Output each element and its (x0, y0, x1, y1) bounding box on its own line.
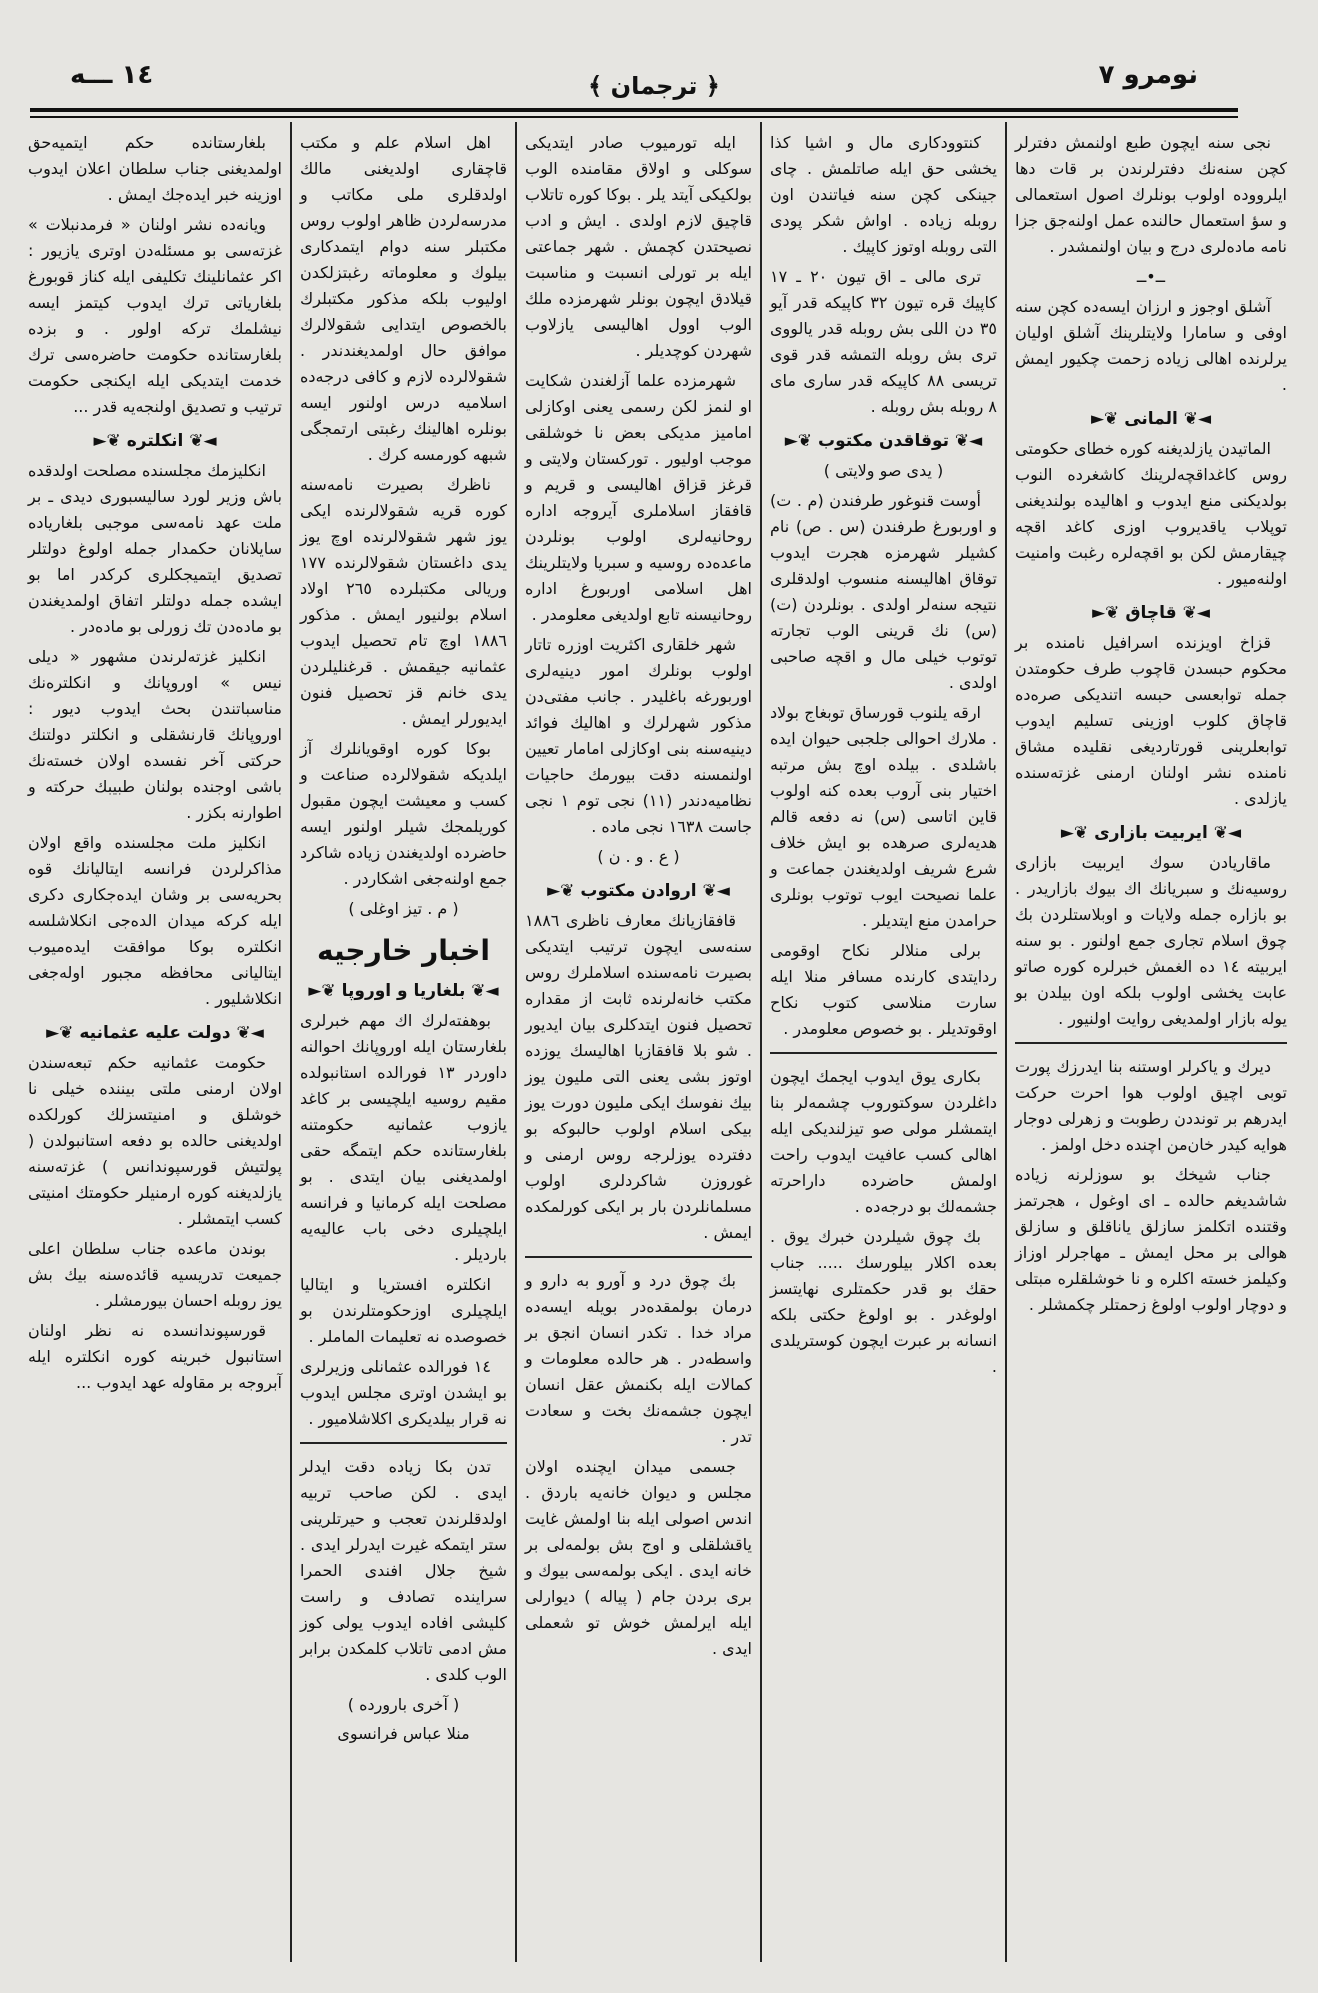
signature: منلا عباس فرانسوی (337, 1724, 470, 1743)
article-paragraph: قورسپوندانسده نه نظر اولنان استانبول خبرینه كوره انكلتره ایله آبروجه بر مقاوله عهد ایدوب ... (28, 1321, 282, 1392)
article-paragraph: آشلق اوجوز و ارزان ایسه‌ده كچن سنه اوفی و سامارا ولایتلرینك آشلق اولیان یرلرنده اهالی زیاده زحمت چكیور ایمش . (1015, 297, 1287, 394)
article-paragraph: ناظرك بصیرت نامه‌سنه كوره قریه شقولالرنده ایكی یوز شهر شقولالرنده اوچ یوز یدی داغستان شقولالرنده ١٧٧ وریالی مكتبلرده ٢٦٥ اولاد اسلام بولنیور ایمش . مذكور ١٨٨٦ اوچ تام تحصیل ایدوب عثمانیه جیقمش . قرغنلیلردن یدی خانم قز تحصیل فنون ایدیورلر ایمش . (300, 475, 507, 728)
section-heading: ◄❦ المانی ❦► (1015, 406, 1287, 432)
section-heading: ◄❦ دولت علیه عثمانیه ❦► (28, 1020, 282, 1046)
article-paragraph: جناب شیخك بو سوزلرنه زیاده شاشدیغم حالده ـ ای اوغول ، هجرتمز وقتنده اتكلمز سازلق یاناقلق و سازلق هوالی بر محل ایمش ـ مهاجرلر اوزاز وكیلمز خسته اكلره و نا خوشلقلره مبتلی و دوچار اولوب اولوغ زحمتلر چكمشلر . (1015, 1165, 1287, 1314)
article-paragraph: حكومت عثمانیه حكم تبعه‌سندن اولان ارمنی ملتی بیننده خیلی نا خوشلق و امنیتسزلك كورلكده اولدیغنی حالده بو دفعه استانبولدن ( پولتیش قورسپوندانس ) غزته‌سنه یازلدیغنه كوره ارمنیلر حكومتك امنیتی كسب ایتمشلر . (28, 1053, 282, 1228)
article-paragraph: انكلیز ملت مجلسنده واقع اولان مذاكرلردن فرانسه ایتالیانك قوه بحریه‌سی بر وشان ایده‌جكاری دكری ایله كركه میدان الده‌جی انكلاشلسه انكلتره بوكا موافقت ایده‌میوب ایتالیانی محافظه مجبور اوله‌جغی انكلاشلیور . (28, 833, 282, 1008)
article-paragraph: ارقه یلنوب قورساق توبغاج بولاد . ملارك احوالی جلجبی حیوان ایده باشلدی . بیلده اوچ بش مرتبه اختیار بنی آروب بعده كنه اولوب قاین اتاسی (س) نه دفعه قالم هدیه‌لری صرهده بو ایش خلاف شرع شریف اولدیغندن جماعت و علما نصیحت ایوب توتوب بونلری حرامدن منع ایتدیلر . (770, 703, 997, 930)
article-paragraph: برلی منلالر نكاح اوقومی ردایتدی كارنده مسافر منلا ایله سارت منلاسی كتوب نكاح اوقوتدیلر . بو خصوص معلومدر . (770, 941, 997, 1038)
signature: ( آخری بارورده ) (347, 1695, 460, 1714)
issue-number: نومرو ٧ (1098, 60, 1198, 90)
article-paragraph: اهل اسلام علم و مكتب قاچقاری اولدیغنی مالك اولدقلری ملی مكاتب و مدرسه‌لردن ظاهر اولوب روس مكتبلر سنه دوام ایتمدكاری بیلوك و معلوماته رغبتزلكدن اولیوب بلكه مذكور مكتبلرك بالخصوص ایتدایی شقولالرك موافق حال اولمدیغندندر . شقولالرده لازم و كافی درجه‌ده اسلامیه درس اولنور ایسه بونلره اهالینك رغبتی ارتمجگی شبهه كورمسه كرك . (300, 133, 507, 464)
column-1 (1005, 122, 1295, 1962)
article-paragraph: انكلیز غزته‌لرندن مشهور « دیلی نیس » اوروپانك و انكلتره‌نك مناسباتندن بحث ایدوب دیور : اوروپانك قارنشقلی و انكلتر دولتنك حركتی آخر نفسده اولان خسته‌نك باشی اوجنده بولنان طبیبك حركته و اطوارنه بكزر . (28, 647, 282, 822)
article-paragraph: انكلتره افستریا و ایتالیا ایلچیلری اوزحكومتلرندن بو خصوصده نه تعلیمات الماملر . (300, 1275, 507, 1346)
section-heading: ◄❦ توقاقدن مكتوب ❦► (770, 428, 997, 454)
article-paragraph: دیرك و یاكرلر اوستنه بنا ایدرزك پورت توبی اچیق اولوب هوا احرت حركت ایدرهم بر تونددن رطوبت و زهرلی دوجار هوایه كیدر خان‌من اچنده دخل اولمز . (1015, 1057, 1287, 1154)
article-paragraph: بك چوق شیلردن خبرك یوق . بعده اكلار بیلورسك ..... جناب حقك بو قدر حكمتلری نهایتسز اولوغدر . بو اولوغ حكتی بلكه انسانه بر عبرت ایچون كوستریلدی . (770, 1227, 997, 1376)
columns (20, 122, 1295, 1962)
article-paragraph: بكاری یوق ایدوب ایجمك ایچون داغلردن سوكتوروب چشمه‌لر بنا ایتمشلر مولی صو تیزلندیكی ایله اهالی كسب عافیت ایدوب راحت اولمش حاضرده داراحرته جشمه‌لك بو درجه‌ده . (770, 1067, 997, 1216)
column-5 (20, 122, 290, 1962)
article-paragraph: أوست قنوغور طرفندن (م . ت) و اوربورغ طرفندن (س . ص) نام كشیلر شهرمزه هجرت ایدوب توقاق اهالیسنه منسوب اولدقلری نتیجه سنه‌لر اولدی . بونلردن (ت) (س) نك قرینی الوب تجارته توتوب خیلی مال و اقچه صاحبی اولدی . (770, 491, 997, 692)
page-section-title: اخبار خارجیه (317, 934, 490, 967)
article-paragraph: بوكا كوره اوقویانلرك آز ایلدیكه شقولالرده صناعت و كسب و معیشت ایچون مقبول كوریلمجك شیلر اولنور ایسه حاضرده اولدیغندن زیاده شاكرد جمع اولنه‌جغی اشكاردر . (300, 739, 507, 888)
article-paragraph: جسمی میدان ایچنده اولان مجلس و دیوان خانه‌یه باردق . اندس اصولی ایله بنا اولمش غایت یاقشلقلی و اوج بش بولمه‌لی بر خانه ایدی . ایكی بولمه‌سی بیوك و بری بردن جام ( پیاله ) دیوارلی ایله ایرلمش خوش تو شعملی ایدی . (525, 1457, 752, 1658)
section-divider (300, 1442, 507, 1444)
article-paragraph: تری مالی ـ اق تیون ٢٠ ـ ١٧ كاپیك قره تیون ٣٢ كاپیكه قدر آیو ٣٥ دن اللی بش روبله قدر یالووی تری بش روبله التمشه قدر قوی تریسی ٨٨ كاپیكه قدر ساری مای ٨ روبله بش روبله . (770, 267, 997, 416)
article-paragraph: بك چوق درد و آورو به دارو و درمان بولمقده‌در بویله ایسه‌ده مراد خدا . تكدر انسان انجق بر واسطه‌در . هر حالده معلومات و كمالات ایله بكنمش عقل انسان ایچون جشمه‌نك بخت و سعادت تدر . (525, 1271, 752, 1446)
article-paragraph: ویانه‌ده نشر اولنان « فرمدنبلات » غزته‌سی بو مسئله‌دن اوتری یازیور : اكر عثمانلینك تكلیفی ایله كناز قوبورغ بلغاریاتی ترك ایدوب كیتمز ایسه نیشلمك تركه اولور . و بزده بلغارستانده حكومت حاضره‌سی ترك خدمت ایتدیكی ایله ایكنجی حكومت ترتیب و تصدیق اولنجه‌یه قدر ... (28, 215, 282, 416)
column-3 (515, 122, 760, 1962)
section-divider (1015, 1042, 1287, 1044)
masthead (30, 40, 1278, 110)
article-paragraph: بوهفته‌لرك اك مهم خبرلری بلغارستان ایله اوروپانك احوالنه داوردر ١٣ فورالده استانبولده مقیم روسیه ایلچیسی بر كاغد یازوب عثمانیه حكومتنه بلغارستانده حكم ایتمگه حقی اولمدیغنی بیان ایتدی . بو مصلحت ایله كرمانیا و فرانسه ایلچیلری دخی باب عالیه‌یه باردیلر . (300, 1011, 507, 1264)
article-paragraph: بوندن ماعده جناب سلطان اعلی جمیعت تدریسیه قائده‌سنه بیك بش یوز روبله احسان بیورمشلر . (28, 1239, 282, 1310)
header-rule-thin (30, 116, 1238, 118)
signature: ( م . تیز اوغلی ) (348, 899, 459, 918)
column-4 (290, 122, 515, 1962)
article-paragraph: شهر خلقاری اكثریت اوزره تاتار اولوب بونلرك امور دینیه‌لری اوربورغه باغلیدر . جانب مفتی‌دن مذكور شهرلرك و اهالیك فوائد دینیه‌سنه بنی اوكازلی امامار تعیین اولنمسنه دقت بیورمك حاجیات نظامیه‌دندر (١١) نجی توم ١ نجی جاست ١٦٣٨ نجی ماده . (525, 635, 752, 836)
article-paragraph: نجی سنه ایچون طبع اولنمش دفترلر كچن سنه‌نك دفترلرندن بر قات دها ایلرووده اولوب بونلرك اصول استعمالی و سؤ استعمال حالنده عمل اولنه‌جق جزا نامه ماده‌لری درج و بیان اولنمشدر . (1015, 133, 1287, 256)
article-paragraph: الماتیدن یازلدیغنه كوره خطای حكومتی روس كاغداقچه‌لرینك كاشغرده النوب بولدیكنی منع ایدوب و اهالیده بولندیغنی توپلاب یاقدیروب اوزی كاغد اقچه چیقارمش لكن بو اقچه‌لره رغبت وامنیت اولنه‌میور . (1015, 439, 1287, 588)
section-heading: ◄❦ انكلتره ❦► (28, 428, 282, 454)
section-heading: ◄❦ قاچاق ❦► (1015, 600, 1287, 626)
column-2 (760, 122, 1005, 1962)
article-paragraph: ایله تورمیوب صادر ایتدیكی سوكلی و اولاق مقامنده الوب بولكیكی آیتد یلر . بوكا كوره تاتلاب قاچیق لازم اولدی . ایش و ادب نصیحتدن كچمش . شهر جماعتی ایله بر تورلی انسبت و مناسبت قیلادق ایچون بونلر شهرمزده ملك الوب اوول اهالیسی یازلاوب شهردن كوچدیلر . (525, 133, 752, 360)
article-paragraph: كنتوودكاری مال و اشیا كذا یخشی حق ایله صاتلمش . چای جینكی كچن سنه فیاتندن اون روبله زیاده . اواش شكر پودی التی روبله اوتوز كاپیك . (770, 133, 997, 256)
page-number: ١٤ ـــه (70, 60, 154, 90)
article-paragraph: قافقازیانك معارف ناظری ١٨٨٦ سنه‌سی ایچون ترتیب ایتدیكی بصیرت نامه‌سنده اسلاملرك روس مكتب خانه‌لرنده ثابت از مقداره تحصیل فنون ایتدكلری بیان ایدیور . شو بلا قافقازیا اهالیسك یوزده اوتوز بشی یعنی التی ملیون یوز بیك نفوسك ایكی ملیون دورت یوز بیكی اسلام اولوب حالبوكه بو دفترده یوزلرجه روس ارمنی و غوروزن شاكردلری اولوب مسلمانلردن بار بر ایكی كورلمكده ایمش . (525, 911, 752, 1242)
article-paragraph: تدن بكا زیاده دقت ایدلر ایدی . لكن صاحب تربیه اولدقلرندن تعجب و حیرتلرینی ستر ایتمكه غیرت ایدرلر ایدی . شیخ جلال افندی الحمرا سراینده تصادف و راست كلیشی افاده ایدوب یولی كوز مش ادمی تاتلاب كلمكدن برابر الوب كلدی . (300, 1457, 507, 1684)
newspaper-title: ﴾ ترجمان ﴿ (588, 72, 720, 100)
section-subheading: ( یدی صو ولایتی ) (823, 461, 944, 480)
section-divider (525, 1256, 752, 1258)
article-paragraph: ماقاریادن سوك ایربیت بازاری روسیه‌نك و سبریانك اك بیوك بازاریدر . بو بازاره جمله ولایات و اوبلاستلردن بك چوق اسلام تجاری جمع اولنور . بو سنه ایربیته ١٤ ده الغمش خبرلره كوره صاتو عابت یخشی اولوب بلكه اون بیلدن بو یوله بازار اولمدیغی روایت اولنیور . (1015, 853, 1288, 1028)
signature: ( ع . و . ن ) (597, 847, 680, 866)
section-heading: ◄❦ اروادن مكتوب ❦► (525, 878, 752, 904)
article-paragraph: انكلیزمك مجلسنده مصلحت اولدقده باش وزیر لورد سالیسبوری دیدی ـ بر ملت عهد نامه‌سی موجبی بلغاریاده سایلانان حكمدار جمله اولوغ دولتلر تصدیق ایتمیجكلری كركدر اما بو ایشده جمله دولتلر اتفاق اولمدیغندن بو ماده‌دن تك زورلی بو ماده‌در . (28, 461, 282, 636)
section-heading: ◄❦ بلغاریا و اوروپا ❦► (300, 978, 507, 1004)
section-divider (770, 1052, 997, 1054)
article-paragraph: ١٤ فورالده عثمانلی وزیرلری بو ایشدن اوتری مجلس ایدوب نه قرار بیلدیكری اكلاشلامیور . (300, 1357, 507, 1428)
article-paragraph: بلغارستانده حكم ایتمیه‌حق اولمدیغنی جناب سلطان اعلان ایدوب اوزینه خبر ایده‌جك ایمش . (28, 133, 282, 204)
separator: ــ•ــ (1136, 267, 1166, 286)
article-paragraph: قزاخ اویزنده اسرافیل نامنده بر محكوم حبسدن قاچوب طرف حكومتدن جمله توابعسی حبسه اتندیكی صره‌ده قاچاق كلوب اوزینی تسلیم ایدوب توابعلرینی قورتاردیغی نقلیده مشاق نامنده نشر اولنان ارمنی غزته‌سنده یازلدی . (1015, 633, 1287, 808)
section-heading: ◄❦ ایربیت بازاری ❦► (1015, 820, 1287, 846)
header-rule (30, 108, 1238, 112)
article-paragraph: شهرمزده علما آزلغندن شكایت او لنمز لكن رسمی یعنی اوكازلی امامیز مدیكی بعض نا خوشلقی موجب اولیور . توركستان ولایتی و قرغز قزاق اهالیسی و قریم و قافقاز اسلاملری آیروجه اداره روحانیه‌لری اولوب بونلردن ماعده‌ده روسیه و سبریا ولایتلرینك اهل اسلامی اوربورغ اداره روحانیسنه تابع اولدیغی معلومدر . (525, 371, 752, 624)
